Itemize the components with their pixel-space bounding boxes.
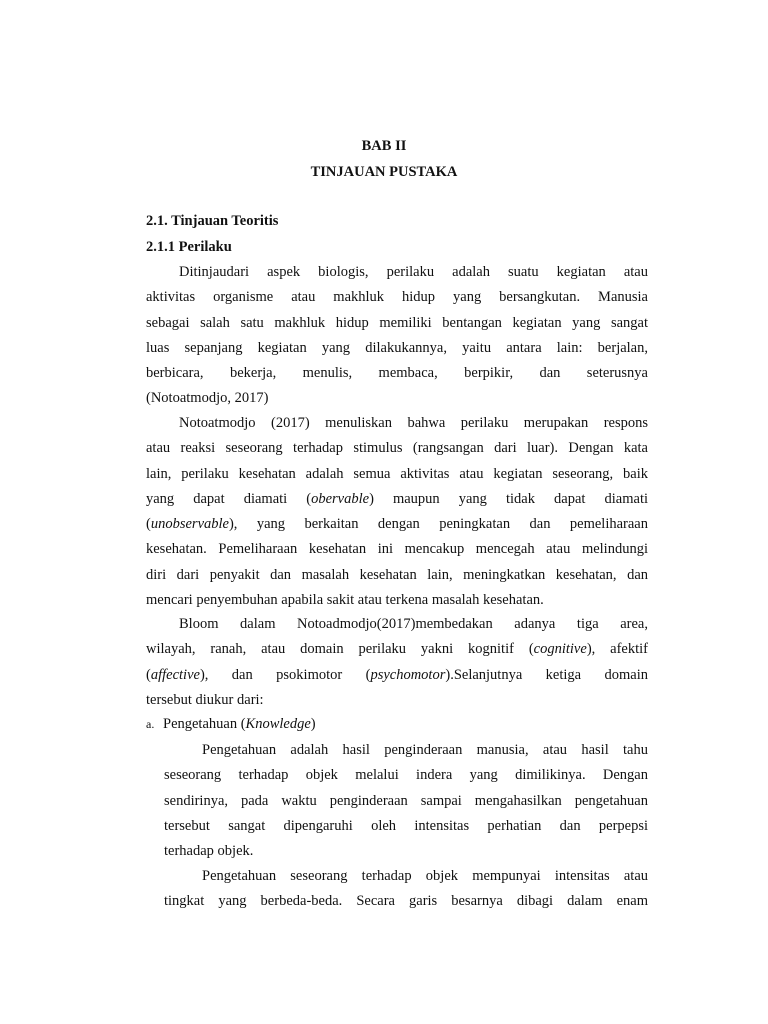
paragraph-line: [146, 637, 648, 662]
subsection-title: 2.1.1 Perilaku: [146, 239, 232, 255]
section-title: 2.1. Tinjauan Teoritis: [146, 213, 279, 229]
paragraph-line: Pengetahuan seseorang terhadap objek mempunyai intensitas atau: [202, 868, 648, 884]
text-run: (: [146, 666, 151, 683]
text-run: ), dan psokimotor (: [199, 666, 371, 683]
paragraph-line: terhadap objek.: [164, 843, 254, 860]
chapter-number: BAB II: [361, 138, 407, 154]
paragraph-line: luas sepanjang kegiatan yang dilakukannya, yaitu antara lain: berjalan,: [146, 339, 648, 356]
text-run: yang dapat diamati (: [146, 490, 312, 507]
paragraph-bloom-domain: [146, 612, 648, 713]
text-run: ) maupun yang tidak dapat diamati: [369, 490, 648, 507]
paragraph-line: lain, perilaku kesehatan adalah semua aktivitas atau kegiatan seseorang, baik: [146, 465, 648, 482]
text-run: ), afektif: [586, 641, 648, 658]
paragraph-line: tersebut sangat dipengaruhi oleh intensitas perhatian dan perpepsi: [164, 817, 648, 834]
paragraph-line: aktivitas organisme atau makhluk hidup yang bersangkutan. Manusia: [146, 289, 648, 306]
paragraph-line: Ditinjaudari aspek biologis, perilaku adalah suatu kegiatan atau: [179, 264, 648, 280]
paragraph-line: Bloom dalam Notoadmodjo(2017)membedakan adanya tiga area,: [179, 616, 648, 632]
text-run: Pengetahuan (: [163, 716, 246, 732]
paragraph-line: berbicara, bekerja, menulis, membaca, berpikir, dan seterusnya: [146, 365, 648, 382]
paragraph-pengetahuan-definisi: [164, 738, 648, 864]
paragraph-perilaku-biologis: [146, 260, 648, 412]
paragraph-line: sebagai salah satu makhluk hidup memiliki bentangan kegiatan yang sangat: [146, 314, 648, 331]
paragraph-line: [146, 512, 648, 537]
italic-term: cognitive: [533, 641, 587, 658]
paragraph-line: (Notoatmodjo, 2017): [146, 390, 269, 407]
chapter-title: TINJAUAN PUSTAKA: [310, 164, 458, 180]
text-run: ), yang berkaitan dengan peningkatan dan pemeliharaan: [228, 516, 648, 533]
paragraph-line: tersebut diukur dari:: [146, 691, 264, 708]
paragraph-line: [146, 663, 648, 688]
text-run: wilayah, ranah, atau domain perilaku yakni kognitif (: [146, 641, 534, 658]
list-marker: a.: [146, 717, 155, 731]
text-run: (: [146, 516, 151, 533]
text-run: ).Selanjutnya ketiga domain: [445, 666, 648, 683]
paragraph-line: atau reaksi seseorang terhadap stimulus (rangsangan dari luar). Dengan kata: [146, 440, 648, 457]
text-run: ): [310, 716, 316, 732]
italic-term: obervable: [311, 490, 370, 507]
paragraph-line: mencari penyembuhan apabila sakit atau terkena masalah kesehatan.: [146, 592, 544, 609]
paragraph-line: [146, 487, 648, 512]
italic-term: affective: [150, 666, 200, 683]
paragraph-line: tingkat yang berbeda-beda. Secara garis besarnya dibagi dalam enam: [164, 893, 648, 910]
paragraph-perilaku-respons: [146, 411, 648, 613]
italic-term: unobservable: [150, 516, 229, 533]
list-item-pengetahuan: [146, 714, 316, 734]
italic-term: psychomotor: [370, 666, 446, 683]
paragraph-line: Notoatmodjo (2017) menuliskan bahwa perilaku merupakan respons: [179, 415, 648, 431]
paragraph-line: sendirinya, pada waktu penginderaan sampai mengahasilkan pengetahuan: [164, 792, 648, 809]
paragraph-line: seseorang terhadap objek melalui indera yang dimilikinya. Dengan: [164, 767, 648, 784]
paragraph-pengetahuan-intensitas: [164, 864, 648, 915]
italic-term: Knowledge: [245, 716, 311, 732]
list-label: [163, 716, 316, 732]
paragraph-line: Pengetahuan adalah hasil penginderaan manusia, atau hasil tahu: [202, 742, 648, 758]
paragraph-line: kesehatan. Pemeliharaan kesehatan ini mencakup mencegah atau melindungi: [146, 541, 648, 558]
paragraph-line: diri dari penyakit dan masalah kesehatan lain, meningkatkan kesehatan, dan: [146, 566, 648, 583]
